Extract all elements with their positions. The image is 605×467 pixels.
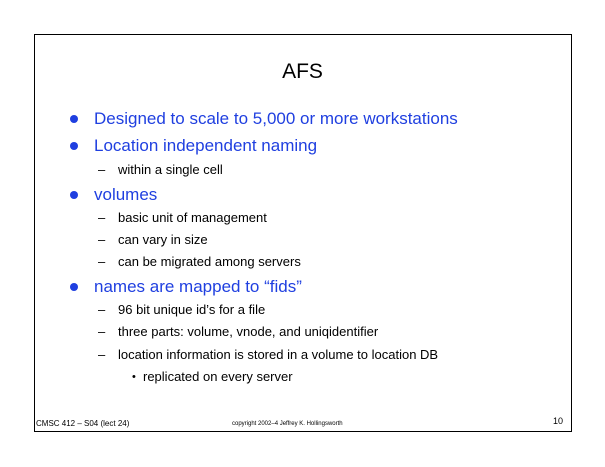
bullet-dot bbox=[70, 142, 78, 150]
sub-bullet: can be migrated among servers bbox=[118, 254, 301, 269]
bullet-1: Designed to scale to 5,000 or more workstations bbox=[94, 109, 458, 128]
sub-bullet: can vary in size bbox=[118, 232, 208, 247]
dash-marker: – bbox=[98, 347, 106, 362]
bullet-dot bbox=[70, 283, 78, 291]
sub-bullet: 96 bit unique id’s for a file bbox=[118, 302, 266, 317]
sub-bullet: basic unit of management bbox=[118, 210, 267, 225]
bullet-dot bbox=[70, 115, 78, 123]
slide-title: AFS bbox=[282, 60, 323, 83]
sub-sub-bullet: replicated on every server bbox=[143, 369, 293, 384]
bullet-3: volumes bbox=[94, 185, 158, 204]
sub-bullet: three parts: volume, vnode, and uniqidentifier bbox=[118, 324, 379, 339]
bullet-dot bbox=[70, 191, 78, 199]
sub-sub-bullet-dot: • bbox=[132, 371, 136, 383]
footer-course: CMSC 412 – S04 (lect 24) bbox=[36, 419, 130, 428]
page-number: 10 bbox=[553, 416, 564, 426]
sub-bullet: location information is stored in a volume to location DB bbox=[118, 347, 439, 362]
dash-marker: – bbox=[98, 162, 106, 177]
bullet-4: names are mapped to “fids” bbox=[94, 277, 302, 296]
footer-copyright: copyright 2002–4 Jeffrey K. Hollingsworth bbox=[232, 421, 343, 427]
sub-bullet: within a single cell bbox=[118, 162, 223, 177]
dash-marker: – bbox=[98, 210, 106, 225]
dash-marker: – bbox=[98, 324, 106, 339]
dash-marker: – bbox=[98, 232, 106, 247]
slide-frame bbox=[34, 34, 572, 432]
dash-marker: – bbox=[98, 254, 106, 269]
bullet-2: Location independent naming bbox=[94, 136, 318, 155]
dash-marker: – bbox=[98, 302, 106, 317]
